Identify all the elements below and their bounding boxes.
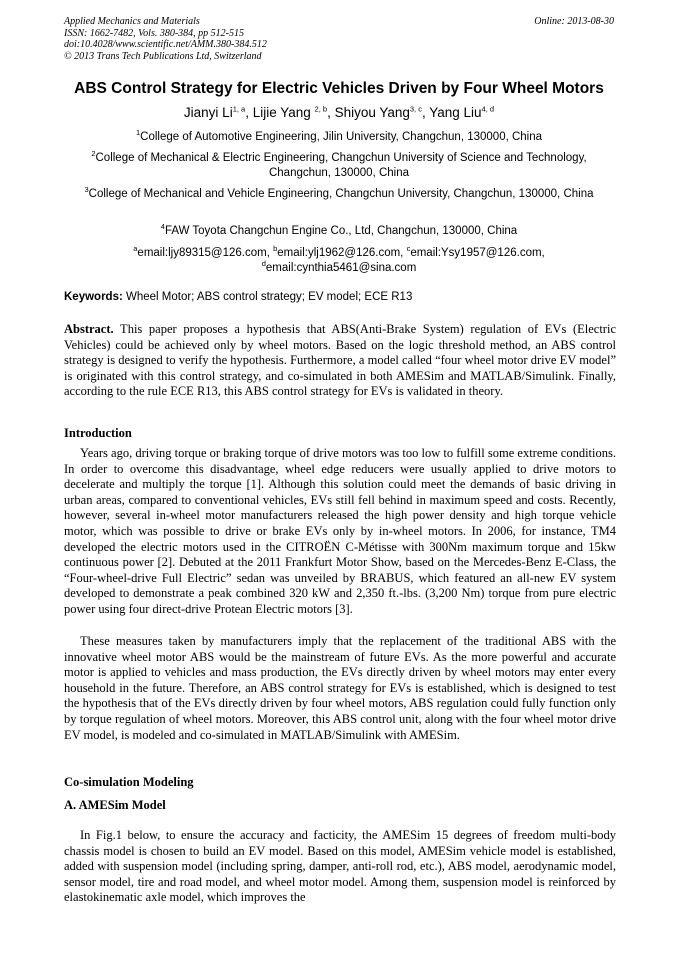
author-affil-mark: 2, b — [314, 104, 328, 114]
author-list — [40, 104, 638, 121]
affiliation-2 — [62, 151, 616, 181]
amesim-paragraph-1: In Fig.1 below, to ensure the accuracy and facticity, the AMESim 15 degrees of freedom multi-body chassis model is chosen to build an EV model. Based on this model, AMESim vehicle model is established, added with suspension model (including spring, damper, anti-roll rod, etc.), ABS model, aerodynamic model, sensor model, tire and road model, and wheel motor model. Among them, suspension model is reinforced by elastokinematic axle model, which improves the — [64, 828, 616, 905]
abstract — [64, 322, 616, 400]
email-link[interactable]: email:Ysy1957@126.com, — [410, 247, 545, 259]
introduction-paragraph-2: These measures taken by manufacturers imply that the replacement of the traditional ABS with the innovative wheel motor ABS would be the mainstream of future EVs. As the more powerful and accurate motor is applied to vehicles and mass production, the EVs directly driven by wheel motors may enter every household in the future. Therefore, an ABS control strategy for EVs is established, which is designed to test the hypothesis that of the EVs directly driven by four wheel motors, ABS regulation could fully function only by torque regulation of wheel motors. Moreover, this ABS control unit, along with the four wheel motor drive EV model, is modeled and co-simulated in MATLAB/Simulink with AMESim. — [64, 634, 616, 742]
paper-title: ABS Control Strategy for Electric Vehicles Driven by Four Wheel Motors — [74, 80, 604, 97]
author-sep: , — [421, 105, 430, 120]
email-mark: c — [406, 244, 411, 254]
author-affil-mark: 3, c — [409, 104, 422, 114]
journal-copyright: © 2013 Trans Tech Publications Ltd, Switzerland — [64, 50, 262, 62]
author-name: Jianyi Li — [183, 105, 233, 120]
affiliation-3 — [62, 187, 616, 202]
introduction-paragraph-1: Years ago, driving torque or braking torque of drive motors was too low to fulfill some extreme conditions. In order to overcome this disadvantage, wheel edge reducers were usually applied to drive motors to decelerate and multiply the torque [1]. Although this solution could meet the demands of basic driving in urban areas, compared to conventional vehicles, EVs still fell behind in maximum speed and costs. Recently, however, several in-wheel motor manufacturers released the high power density and high torque vehicle motor, which was possible to drive or brake EVs only by in-wheel motors. In 2006, for instance, TM4 developed the electric motors used in the CITROËN C-Métisse with 300Nm maximum torque and 15kw continuous power [2]. Debuted at the 2011 Frankfurt Motor Show, based on the Mercedes-Benz E-Class, the “Four-wheel-drive Full Electric” sedan was unveiled by BRABUS, which featured an all-new EV system developed to demonstrate a peak combined 320 kW and 2,350 ft.-lbs. (3,200 Nm) torque from pure electric power using four direct-drive Protean Electric motors [3]. — [64, 446, 616, 616]
affiliation-mark: 1 — [135, 128, 141, 138]
section-heading-cosimulation: Co-simulation Modeling — [64, 775, 194, 789]
author-sep: , — [327, 105, 335, 120]
affiliation-mark: 3 — [84, 185, 89, 195]
journal-issn: ISSN: 1662-7482, Vols. 380-384, pp 512-515 — [64, 27, 244, 39]
affiliation-text: FAW Toyota Changchun Engine Co., Ltd, Changchun, 130000, China — [164, 225, 518, 237]
keywords-text: Wheel Motor; ABS control strategy; EV model; ECE R13 — [122, 291, 413, 303]
journal-name: Applied Mechanics and Materials — [64, 16, 200, 27]
email-mark: b — [273, 244, 278, 254]
affiliation-mark: 2 — [91, 149, 96, 159]
email-link[interactable]: email:ylj1962@126.com, — [277, 247, 407, 259]
abstract-label: Abstract. — [64, 322, 114, 336]
affiliation-text: College of Automotive Engineering, Jilin University, Changchun, 130000, China — [140, 131, 543, 143]
keywords-label: Keywords: — [64, 291, 123, 303]
subsection-heading-amesim: A. AMESim Model — [64, 798, 166, 812]
affiliation-text: College of Mechanical and Vehicle Engineering, Changchun University, Changchun, 130000, China — [88, 188, 594, 200]
email-mark: a — [133, 244, 138, 254]
section-heading-introduction: Introduction — [64, 426, 132, 440]
author-affil-mark: 4, d — [481, 104, 495, 114]
email-link[interactable]: email:cynthia5461@sina.com — [265, 262, 417, 274]
keywords — [64, 290, 616, 304]
abstract-text: This paper proposes a hypothesis that ABS(Anti-Brake System) regulation of EVs (Electric Vehicles) could be achieved only by wheel motors. Based on the logic threshold method, an ABS control strategy is designed to verify the hypothesis. Furthermore, a model called “four wheel motor drive EV model” is originated with this control strategy, and co-simulated in both AMESim and MATLAB/Simulink. Finally, according to the rule ECE R13, this ABS control strategy for EVs is validated in theory. — [64, 322, 616, 399]
online-date: Online: 2013-08-30 — [534, 16, 614, 27]
author-affil-mark: 1, a — [232, 104, 246, 114]
author-name: Shiyou Yang — [334, 105, 410, 120]
email-link[interactable]: email:ljy89315@126.com, — [137, 247, 274, 259]
email-mark: d — [261, 259, 266, 269]
affiliation-4 — [62, 224, 616, 239]
journal-doi: doi:10.4028/www.scientific.net/AMM.380-384.512 — [64, 39, 267, 50]
author-name: Lijie Yang — [252, 105, 315, 120]
affiliation-text: College of Mechanical & Electric Engineering, Changchun University of Science and Technology, Changchun, 130000, China — [95, 152, 587, 179]
affiliation-mark: 4 — [160, 222, 165, 232]
journal-info — [64, 16, 484, 62]
author-sep: , — [245, 105, 253, 120]
author-name: Yang Liu — [429, 105, 482, 120]
email-list — [62, 246, 616, 276]
affiliation-1 — [62, 130, 616, 145]
